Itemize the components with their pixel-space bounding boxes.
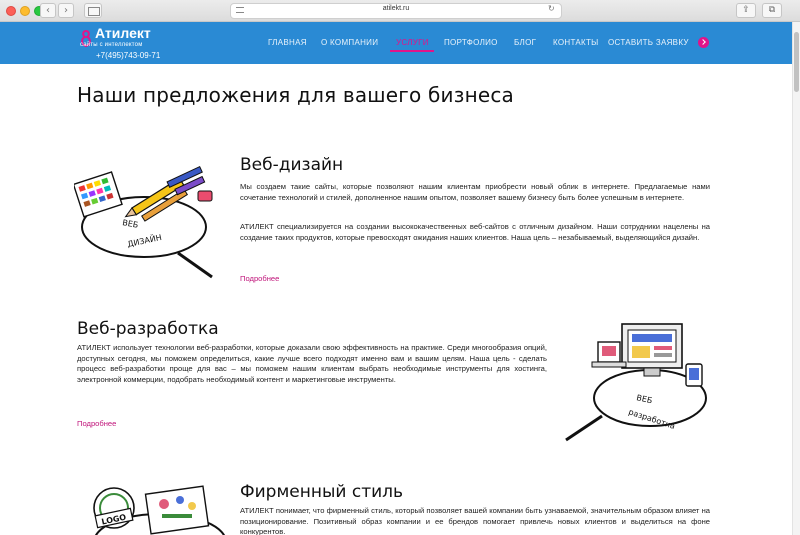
reader-list-icon[interactable] bbox=[236, 7, 244, 13]
forward-button[interactable] bbox=[58, 3, 74, 18]
request-button[interactable]: ОСТАВИТЬ ЗАЯВКУ bbox=[608, 38, 689, 47]
section-title-web-development: Веб-разработка bbox=[77, 319, 219, 339]
web-development-illustration bbox=[562, 316, 712, 446]
page-title: Наши предложения для вашего бизнеса bbox=[77, 83, 515, 107]
section-title-brand-identity: Фирменный стиль bbox=[240, 482, 404, 502]
nav-active-underline bbox=[390, 50, 434, 52]
forward-arrow-icon: › bbox=[64, 5, 68, 16]
tabs-icon: ⧉ bbox=[768, 5, 776, 15]
browser-toolbar bbox=[0, 0, 800, 22]
reload-icon[interactable]: ↻ bbox=[548, 4, 555, 13]
nav-item-portfolio[interactable]: ПОРТФОЛИО bbox=[444, 38, 498, 47]
nav-item-blog[interactable]: БЛОГ bbox=[514, 38, 537, 47]
web-design-illustration bbox=[74, 155, 220, 283]
brand-tagline: сайты с интеллектом bbox=[80, 42, 143, 48]
close-window-button[interactable] bbox=[6, 6, 16, 16]
minimize-window-button[interactable] bbox=[20, 6, 30, 16]
page-scrollbar[interactable] bbox=[792, 22, 800, 535]
web-development-more-link[interactable]: Подробнее bbox=[77, 419, 117, 428]
nav-item-contacts[interactable]: КОНТАКТЫ bbox=[553, 38, 599, 47]
address-text: atilekt.ru bbox=[382, 5, 410, 12]
address-bar[interactable] bbox=[230, 3, 562, 19]
share-icon: ⇪ bbox=[742, 5, 750, 15]
brand-name[interactable]: Атилект bbox=[95, 25, 151, 41]
header-phone[interactable]: +7(495)743-09-71 bbox=[96, 51, 161, 60]
back-arrow-icon: ‹ bbox=[46, 5, 50, 16]
brand-identity-paragraph: АТИЛЕКТ понимает, что фирменный стиль, который позволяет вашей компании быть узнаваемой, значительным образом влияет на позиционирование. Позитивный образ компании и ее брендов помогает привлечь новых клиентов и выделиться на фоне конкурентов. bbox=[240, 506, 710, 535]
illus-text-development: разработка bbox=[627, 407, 677, 431]
sidebar-toggle-button[interactable] bbox=[84, 3, 102, 18]
scrollbar-thumb[interactable] bbox=[794, 32, 799, 92]
arrow-right-circle-icon[interactable] bbox=[698, 37, 709, 48]
section-title-web-design: Веб-дизайн bbox=[240, 155, 344, 175]
tabs-overview-button[interactable] bbox=[762, 3, 782, 18]
illus-text-web: ВЕБ bbox=[121, 218, 140, 230]
web-design-paragraph-1: Мы создаем такие сайты, которые позволяют нашим клиентам приобрести новый облик в интернете. Предлагаемые нами сочетание технологий и стилей, дополненное нашим опытом, позволяет вашему бизнесу быть более успешным в интернете. bbox=[240, 182, 710, 202]
nav-item-home[interactable]: ГЛАВНАЯ bbox=[268, 38, 307, 47]
illus-text-web-2: ВЕБ bbox=[635, 393, 654, 406]
nav-item-services[interactable]: УСЛУГИ bbox=[396, 38, 429, 47]
web-design-more-link[interactable]: Подробнее bbox=[240, 274, 280, 283]
share-button[interactable] bbox=[736, 3, 756, 18]
nav-item-about[interactable]: О КОМПАНИИ bbox=[321, 38, 379, 47]
web-design-paragraph-2: АТИЛЕКТ специализируется на создании высококачественных веб-сайтов с отличным дизайном. Наши сотрудники нацелены на создание таких продуктов, которые превосходят ожидания наших клиентов. Наша цель – незабываемый, выделяющийся дизайн. bbox=[240, 222, 710, 242]
brand-identity-illustration bbox=[80, 482, 230, 535]
back-button[interactable] bbox=[40, 3, 56, 18]
illus-text-logo: LOGO bbox=[100, 512, 127, 527]
web-development-paragraph: АТИЛЕКТ использует технологии веб-разработки, которые доказали свою эффективность на практике. Среди многообразия опций, доступных сегодня, мы поможем определиться, какие лучше всего подходят именно вам и вашим целям. Наша цель - сделать процесс веб-разработки проще для вас – мы поможем нашим клиентам выбрать необходимые инструменты для хостинга, электронной коммерции, подобрать необходимый контент и маркетинговые инструменты. bbox=[77, 343, 547, 384]
illus-text-design: ДИЗАЙН bbox=[126, 232, 163, 249]
